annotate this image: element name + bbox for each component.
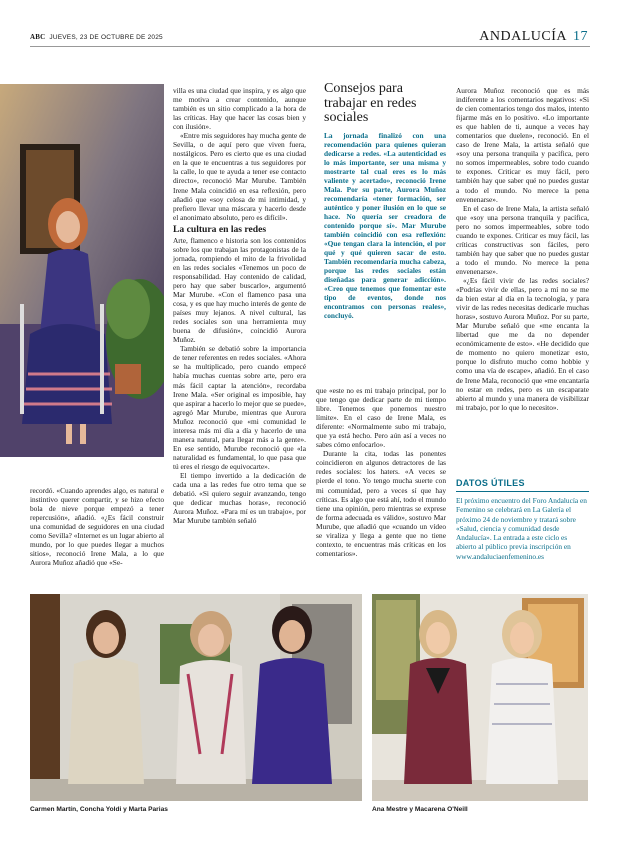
page-header-right: [479, 29, 588, 45]
main-photo: [0, 84, 164, 457]
photo-three-women: [30, 594, 362, 801]
photo-speaker-seated: [0, 84, 164, 457]
feature-text: La jornada finalizó con una recomendación para quienes quieran dedicarse a redes. «La autenticidad es lo más importante, ser una misma y mostrarte tal cual eres es lo más valiente y acertado», reconoció Irene Mala. Por su parte, Aurora Muñoz recomendaría «tener formación, ser auténtico y poner ilusión en lo que se hace. No quería ser creadora de contenido porque sí». Mar Murube también coincidió con esa reflexión: «Que tengan clara la intención, el por qué y qué quieren sacar de esto. También recomendaría mucha cabeza, porque las redes sociales están diseñadas para generar adicción». «Creo que tenemos que fomentar este tipo de eventos, donde nos encontramos con personas reales», concluyó.: [324, 130, 446, 321]
feature-title: Consejos para trabajar en redes sociales: [324, 81, 417, 125]
photo-group-two: [372, 594, 588, 801]
brand-name: ABC: [30, 33, 46, 41]
datos-title: DATOS ÚTILES: [456, 478, 525, 488]
caption-photo-2: Ana Mestre y Macarena O'Neill: [372, 806, 468, 813]
paragraph: También se debatió sobre la importancia de tener referentes en redes sociales. «Ahora se ha multiplicado, pero cuando empecé había muchas cuentas sobre arte, pero era más fácil captar la atención», recordaba Irene Mala. «Ser original es imposible, hay que aspirar a hacerlo lo mejor que se puede», agregó Mar Murube, mientras que Aurora Muñoz reconoció que «mi comunidad le interesa más mi día a día y hacerlo de una manera natural, para llegar más a la gente». En ese sentido, Murube reconoció que «la naturalidad es fundamental, lo que pasa que tú eres el riesgo de equivocarte».: [173, 344, 306, 471]
paragraph: Durante la cita, todas las ponentes coincidieron en algunos detractores de las redes sociales: los haters. «A veces se pierde el tono. Yo tengo mucha suerte con mi comunidad, pero a veces sí que hay críticas. Es algo que está ahí, todo el mundo tiene una opinión, pero mientras se exprese de forma adecuada es válido», sostuvo Mar Murube, que añadió que «cuando un vídeo se viraliza y llega a gente que no tiene contexto, te encuentras más críticas en los comentarios».: [316, 449, 446, 558]
caption-photo-1: Carmen Martín, Concha Yoldi y Marta Parias: [30, 806, 168, 813]
page-number: 17: [573, 29, 588, 44]
paragraph: «¿Es fácil vivir de las redes sociales? «Podrías vivir de ellas, pero a mí no se me da bien estar al día en la tecnología, y para vivir de las redes necesitas dedicarle muchas horas», sostuvo Aurora Muñoz. Por su parte, Mar Murube señaló que «me encanta la libertad que me da no depender económicamente de esto». «He decidido que de momento no quiero monetizar esto, porque lo disfruto mucho como hobbie y como una vía de escape», añadió. En el caso de Irene Mala, reconoció que «me encantaría no estar en redes, pero es un escaparate abierto al mundo y una manera de visibilizar mi trabajo, por lo que lo necesito».: [456, 275, 589, 412]
paragraph: villa es una ciudad que inspira, y es algo que me motiva a crear contenido, aunque también es un sitio complicado a la hora de las críticas. Hay que hacer las cosas bien y con ilusión».: [173, 86, 306, 132]
feature-box: [324, 82, 446, 320]
column-left-lower: [30, 486, 164, 567]
photo-group-three: [30, 594, 362, 801]
paragraph: que «este no es mi trabajo principal, por lo que tengo que dedicar parte de mi tiempo libre. Tenemos que ponernos nuestro límite». En el caso de Irene Mala, es diferente: «Normalmente subo mi trabajo, que ya está hecho. Pero aún así a veces no sabes cómo enfocarlo».: [316, 386, 446, 450]
column-4: [456, 86, 589, 412]
page-header-left: [30, 33, 163, 41]
datos-text: [456, 496, 589, 561]
paragraph: Aurora Muñoz reconoció que es más indiferente a los comentarios negativos: «Si de cien comentarios tengo dos malos, intento fijarme más en lo positivo. «Lo importante es que hablen de ti, aunque a veces hay comentarios que duelen», reconoció. En el caso de Irene Mala, la artista señaló que «soy una persona tranquila y pacífica, pero no somos impermeables, sobre todo cuando te expones. Criticar es muy fácil, pero también hay que saber qué no puedes gustar a todo el mundo. No merece la pena envenenarse».: [456, 86, 589, 204]
header-rule: [30, 46, 590, 47]
datos-url[interactable]: www.andaluciaenfemenino.es: [456, 551, 545, 561]
subheading: La cultura en las redes: [173, 223, 267, 235]
column-2: [173, 86, 306, 525]
section-title: ANDALUCÍA: [479, 29, 567, 44]
header-date: JUEVES, 23 DE OCTUBRE DE 2025: [49, 34, 163, 41]
paragraph: recordó. «Cuando aprendes algo, es natural e instintivo querer compartir, y se hizo efecto bola de nieve porque empezó a tener repercusión», añadió. «¿Es fácil construir una comunidad de seguidores en una ciudad como Sevilla? «Internet es un lugar abierto al mundo, por lo que puedes llegar a muchos sitios», reconoció Irene Mala, a lo que Aurora Muñoz añadió que «Se-: [30, 486, 164, 568]
column-3-lower: [316, 386, 446, 558]
datos-body: El próximo encuentro del Foro Andalucía en Femenino se celebrará en La Galería el próximo 24 de noviembre y tratará sobre «Salud, ciencia y comunidad desde Andalucía». La entrada a este ciclo es abierto al público previa inscripción en: [456, 496, 587, 552]
datos-rule: [456, 491, 589, 492]
paragraph: Arte, flamenco e historia son los contenidos sobre los que trabajan las protagonistas de la jornada, rompiendo el mito de la frivolidad en las redes sociales «Tenemos un poco de responsabilidad. Hay contenido de calidad, pero hay que saber buscarlo», argumentó Mar Murube. «Con el flamenco pasa una cosa, y es que hay mucho interés de gente de países muy lejanos. A nivel cultural, las redes sociales son una herramienta muy buena de difusión», coincidió Aurora Muñoz.: [173, 235, 306, 345]
paragraph: En el caso de Irene Mala, la artista señaló que «soy una persona tranquila y pacífica, pero no somos impermeables, sobre todo cuando te expones. Criticar es muy fácil, las críticas constructivas son fáciles, pero también hay que saber que no puedes gustar a todo el mundo. No merece la pena envenenarse».: [456, 203, 589, 276]
paragraph: El tiempo invertido a la dedicación de cada una a las redes fue otro tema que se debatió. «Si quiero seguir avanzando, tengo que dedicar muchas horas», reconoció Aurora Muñoz. «Para mí es un trabajo», por Mar Murube también señaló: [173, 470, 306, 526]
photo-two-women: [372, 594, 588, 801]
paragraph: «Entre mis seguidores hay mucha gente de Sevilla, o de aquí pero que viven fuera, nostálgicos. Pero es cierto que es una ciudad en la que te encuentras a tus seguidores por la calle, lo que te ayuda a tener ese contacto directo», reconoció Mar Murube. También Irene Mala coincidió en esa reflexión, pero añadió que «soy celosa de mi intimidad, y prefiero llevar una máscara y hacerlo desde el anonimato absoluto, pero es difícil».: [173, 131, 306, 222]
datos-utiles-box: [456, 478, 589, 561]
